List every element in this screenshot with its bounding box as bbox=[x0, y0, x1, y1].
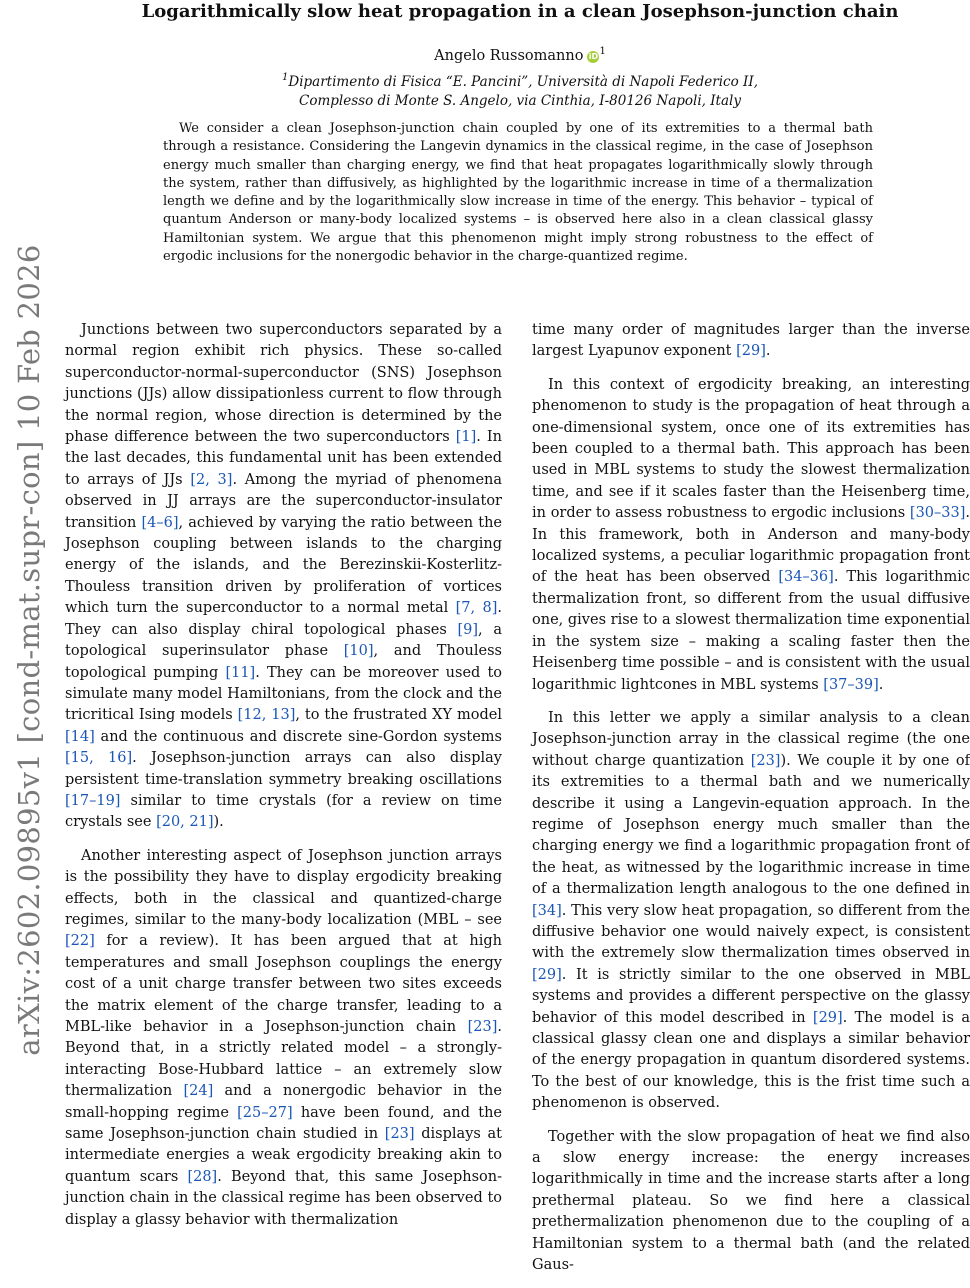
body-paragraph bbox=[65, 320, 502, 834]
citation-link[interactable]: [7, 8] bbox=[455, 600, 498, 617]
affiliation-line-1-text: Dipartimento di Fisica “E. Pancini”, Università di Napoli Federico II, bbox=[288, 74, 758, 90]
citation-link[interactable]: [14] bbox=[65, 728, 95, 745]
citation-link[interactable]: [20, 21] bbox=[156, 814, 214, 831]
arxiv-identifier: arXiv:2602.09895v1 [cond-mat.supr-con] 10 Feb 2026 bbox=[12, 244, 46, 1056]
body-paragraph-continued bbox=[532, 320, 970, 363]
body-text: . The model is a classical glassy clean one and displays a similar behavior of the energy propagation in quantum disordered systems. To the best of our knowledge, this is the frist time such a phenomenon is observed. bbox=[532, 1009, 970, 1112]
body-text: . It is strictly similar to the one observed in MBL systems and provides a different perspective on the glassy behavior of this model described in bbox=[532, 966, 970, 1026]
body-text: . This logarithmic thermalization front, so different from the usual diffusive one, gives rise to a slowest thermalization time exponential in the system size – making a scaling faster then the Heisenberg time possible – and is consistent with the usual logarithmic lightcones in MBL systems bbox=[532, 569, 970, 693]
body-text: displays at intermediate energies a weak ergodicity breaking akin to quantum scars bbox=[65, 1126, 502, 1185]
abstract: We consider a clean Josephson-junction chain coupled by one of its extremities to a thermal bath through a resistance. Considering the Langevin dynamics in the classical regime, in the case of Josephson energy much smaller than charging energy, we find that heat propagates logarithmically slowly through the system, rather than diffusively, as highlighted by the logarithmic increase in time of a thermalization length we define and by the logarithmically slow increase in time of the energy. This behavior – typical of quantum Anderson or many-body localized systems – is observed here also in a clean classical glassy Hamiltonian system. We argue that this phenomenon might imply strong robustness to the effect of ergodic inclusions for the nonergodic behavior in the charge-quantized regime. bbox=[163, 121, 873, 265]
left-column bbox=[65, 320, 502, 1243]
affiliation-line-1 bbox=[70, 68, 970, 92]
citation-link[interactable]: [22] bbox=[65, 933, 95, 950]
body-text: . Beyond that, this same Josephson-junction chain in the classical regime has been observed to display a glassy behavior with thermalization bbox=[65, 1168, 502, 1228]
paper-title: Logarithmically slow heat propagation in a clean Josephson-junction chain bbox=[141, 1, 899, 22]
citation-link[interactable]: [25–27] bbox=[237, 1104, 293, 1121]
body-text: , achieved by varying the ratio between the Josephson coupling between islands to the charging energy of the islands, and the Berezinskii-Kosterlitz-Thouless transition driven by proliferation of vortices which turn the superconductor to a normal metal bbox=[65, 514, 503, 617]
body-text: . Beyond that, in a strictly related model – a strongly-interacting Bose-Hubbard lattice – an extremely slow thermalization bbox=[65, 1019, 502, 1100]
author-affiliation-mark: 1 bbox=[599, 46, 606, 57]
body-text: . They can also display chiral topological phases bbox=[65, 600, 502, 638]
body-text: for a review). It has been argued that at high temperatures and small Josephson couplings the energy cost of a unit charge transfer between two sites exceeds the matrix element of the charge transfer, leading to a MBL-like behavior in a Josephson-junction chain bbox=[65, 933, 502, 1035]
citation-link[interactable]: [30–33] bbox=[909, 505, 966, 522]
body-text: time many order of magnitudes larger than the inverse largest Lyapunov exponent bbox=[532, 322, 970, 360]
author-line bbox=[70, 42, 970, 66]
arxiv-sidebar bbox=[0, 0, 58, 1200]
body-text: . In this framework, both in Anderson and many-body localized systems, a peculiar logarithmic propagation front of the heat has been observed bbox=[532, 505, 970, 586]
body-text: . They can be moreover used to simulate many model Hamiltonians, from the clock and the tricritical Ising models bbox=[65, 664, 502, 724]
citation-link[interactable]: [15, 16] bbox=[65, 750, 133, 767]
author-name: Angelo Russomanno bbox=[434, 48, 584, 64]
body-text: ). We couple it by one of its extremities to a thermal bath and we numerically describe it using a Langevin-equation approach. In the regime of Josephson energy much smaller than the charging energy we find a logarithmic propagation front of the heat, as witnessed by the logarithmic increase in time of a thermalization length analogous to the one defined in bbox=[532, 752, 970, 898]
citation-link[interactable]: [11] bbox=[225, 664, 256, 681]
affiliation-mark: 1 bbox=[282, 72, 289, 83]
citation-link[interactable]: [17–19] bbox=[65, 792, 121, 809]
body-text: and the continuous and discrete sine-Gordon systems bbox=[94, 728, 502, 745]
body-paragraph bbox=[532, 1127, 970, 1277]
body-text: , and Thouless topological pumping bbox=[65, 643, 502, 681]
body-text: . bbox=[765, 343, 771, 360]
body-text: Junctions between two superconductors separated by a normal region exhibit rich physics. These so-called superconductor-normal-superconductor (SNS) Josephson junctions (JJs) allow dissipationless current to flow through the normal region, whose direction is determined by the phase difference between the two superconductors bbox=[65, 322, 502, 446]
citation-link[interactable]: [23] bbox=[384, 1126, 415, 1143]
citation-link[interactable]: [2, 3] bbox=[190, 471, 233, 488]
orcid-icon[interactable]: iD bbox=[588, 52, 599, 61]
citation-link[interactable]: [23] bbox=[750, 752, 781, 769]
citation-link[interactable]: [34] bbox=[532, 902, 562, 919]
body-text: In this context of ergodicity breaking, an interesting phenomenon to study is the propagation of heat through a one-dimensional system, once one of its extremities has been coupled to a thermal bath. This approach has been used in MBL systems to study the slowest thermalization time, and see if it scales faster than the Heisenberg time, in order to assess robustness to ergodic inclusions bbox=[532, 376, 970, 522]
citation-link[interactable]: [28] bbox=[187, 1168, 218, 1185]
body-text: , to the frustrated XY model bbox=[295, 707, 502, 724]
citation-link[interactable]: [10] bbox=[343, 643, 374, 660]
citation-link[interactable]: [1] bbox=[455, 429, 477, 446]
body-text: ). bbox=[213, 814, 224, 831]
body-text: . Among the myriad of phenomena observed in JJ arrays are the superconductor-insulator transition bbox=[65, 471, 503, 531]
affiliation bbox=[70, 68, 970, 111]
citation-link[interactable]: [34–36] bbox=[778, 569, 834, 586]
body-text: and a nonergodic behavior in the small-hopping regime bbox=[65, 1083, 502, 1121]
body-text: . Josephson-junction arrays can also display persistent time-translation symmetry breaking oscillations bbox=[65, 750, 502, 788]
citation-link[interactable]: [29] bbox=[532, 966, 562, 983]
citation-link[interactable]: [23] bbox=[467, 1019, 498, 1035]
body-text: In this letter we apply a similar analysis to a clean Josephson-junction array in the classical regime (the one without charge quantization bbox=[532, 709, 970, 769]
body-text: . In the last decades, this fundamental unit has been extended to arrays of JJs bbox=[65, 429, 502, 488]
body-text: . This very slow heat propagation, so different from the diffusive behavior one would naively expect, is consistent with the extremely slow thermalization times observed in bbox=[532, 902, 970, 962]
citation-link[interactable]: [9] bbox=[457, 621, 479, 638]
citation-link[interactable]: [29] bbox=[812, 1009, 843, 1026]
body-text: . bbox=[878, 676, 884, 693]
body-paragraph bbox=[532, 375, 970, 696]
body-text: Another interesting aspect of Josephson junction arrays is the possibility they have to display ergodicity breaking effects, both in the classical and quantized-charge regimes, similar to the many-body localization (MBL – see bbox=[65, 847, 502, 928]
right-column bbox=[532, 320, 970, 1288]
citation-link[interactable]: [37–39] bbox=[823, 676, 879, 693]
body-text: Together with the slow propagation of heat we find also a slow energy increase: the energy increases logarithmically in time and the increase starts after a long prethermal plateau. So we find here a classical prethermalization phenomenon due to the coupling of a Hamiltonian system to a thermal bath (and the related Gaus- bbox=[532, 1128, 970, 1274]
body-text: , a topological superinsulator phase bbox=[65, 621, 502, 660]
citation-link[interactable]: [29] bbox=[736, 343, 766, 360]
citation-link[interactable]: [24] bbox=[183, 1083, 214, 1100]
body-text: similar to time crystals (for a review on time crystals see bbox=[65, 792, 502, 831]
body-paragraph bbox=[65, 846, 502, 1231]
affiliation-line-2: Complesso di Monte S. Angelo, via Cinthia, I-80126 Napoli, Italy bbox=[299, 93, 741, 109]
citation-link[interactable]: [4–6] bbox=[141, 514, 179, 531]
body-paragraph bbox=[532, 708, 970, 1115]
citation-link[interactable]: [12, 13] bbox=[237, 707, 296, 724]
body-text: have been found, and the same Josephson-junction chain studied in bbox=[65, 1104, 502, 1143]
